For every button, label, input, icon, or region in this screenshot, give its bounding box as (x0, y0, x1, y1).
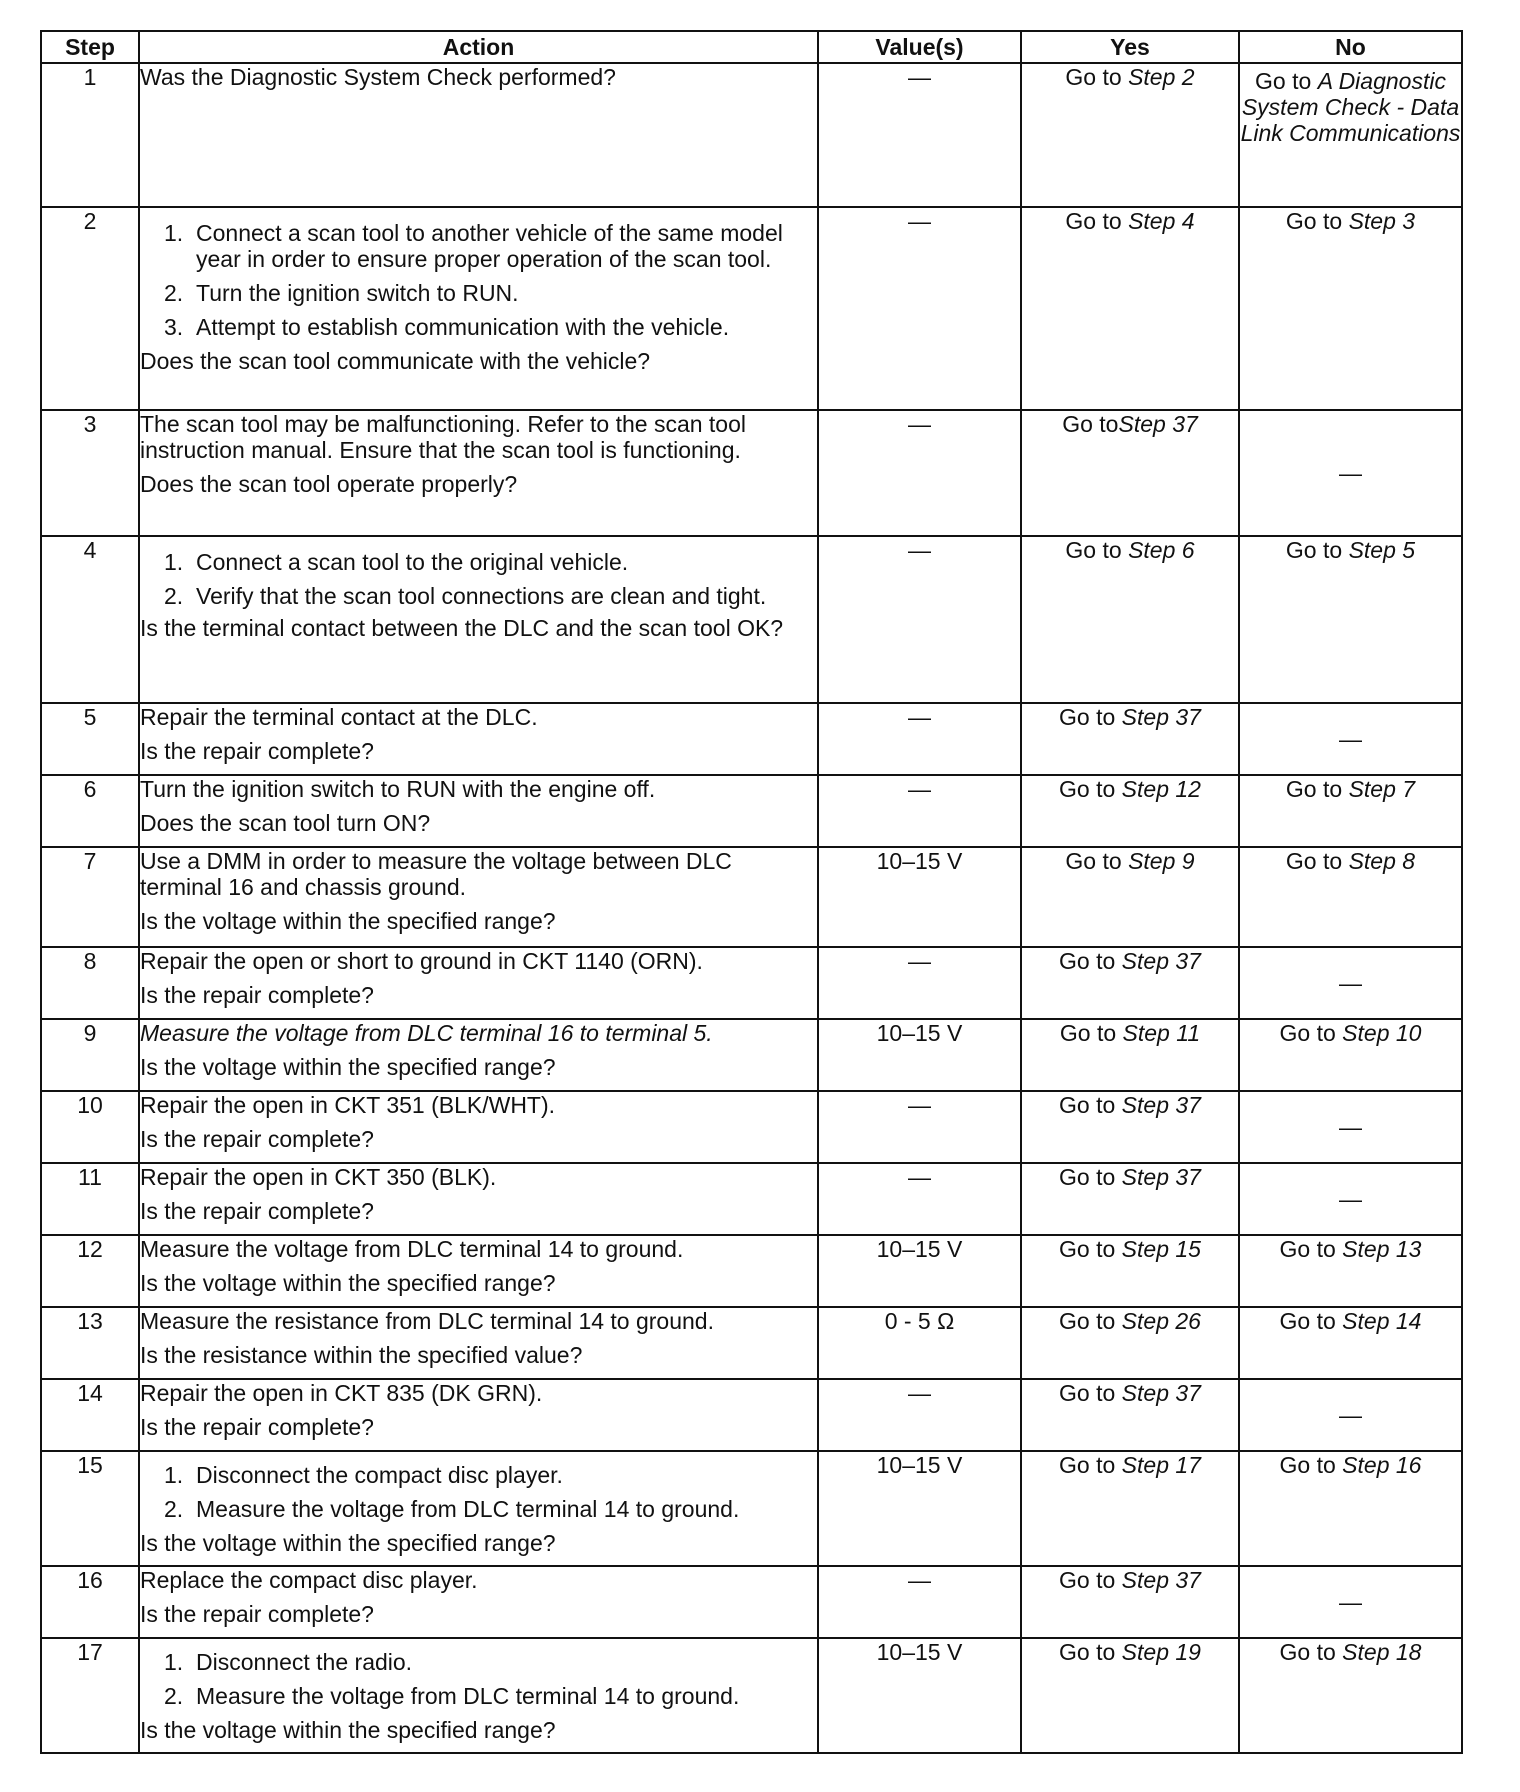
no-cell: — (1239, 1379, 1462, 1451)
table-row (41, 1451, 1462, 1566)
value-cell: 10–15 V (818, 1235, 1021, 1307)
goto-prefix: Go to (1285, 537, 1343, 563)
goto-prefix: Go to (1059, 1164, 1116, 1190)
value-cell: — (818, 703, 1021, 775)
action-question: Is the voltage within the specified range? (140, 1530, 556, 1556)
step-link[interactable]: Step 19 (1121, 1639, 1201, 1665)
step-number: 16 (41, 1566, 139, 1638)
step-number: 4 (41, 536, 139, 703)
action-question: Is the terminal contact between the DLC and the scan tool OK? (140, 615, 784, 641)
list-item: 2. Measure the voltage from DLC terminal 14 to ground. (164, 1683, 740, 1709)
action-text: Repair the open in CKT 350 (BLK). (140, 1164, 497, 1190)
yes-cell (1021, 1451, 1239, 1566)
value-cell: — (818, 207, 1021, 410)
yes-cell (1021, 1307, 1239, 1379)
step-link[interactable]: Step 15 (1121, 1236, 1201, 1262)
action-cell (139, 1451, 818, 1566)
action-question: Is the repair complete? (140, 738, 374, 764)
yes-cell (1021, 1235, 1239, 1307)
list-item: 2. Turn the ignition switch to RUN. (164, 280, 519, 306)
action-cell (139, 63, 818, 207)
no-cell: — (1239, 1163, 1462, 1235)
action-question: Is the repair complete? (140, 982, 374, 1008)
goto-prefix: Go to (1059, 1567, 1116, 1593)
action-question: Is the voltage within the specified range? (140, 1270, 556, 1296)
step-link[interactable]: Step 37 (1121, 1567, 1201, 1593)
goto-prefix: Go to (1065, 848, 1122, 874)
goto-prefix: Go to (1285, 776, 1343, 802)
list-item: 2. Measure the voltage from DLC terminal 14 to ground. (164, 1496, 740, 1522)
step-number: 3 (41, 410, 139, 536)
header-yes: Yes (1021, 31, 1239, 63)
action-cell (139, 536, 818, 703)
value-cell: — (818, 63, 1021, 207)
goto-prefix: Go to (1059, 776, 1116, 802)
yes-cell (1021, 1566, 1239, 1638)
action-question: Is the repair complete? (140, 1198, 374, 1224)
table-row (41, 1638, 1462, 1753)
value-cell: 10–15 V (818, 1019, 1021, 1091)
goto-prefix: Go to (1062, 411, 1119, 437)
table-row (41, 1019, 1462, 1091)
action-question: Is the resistance within the specified value? (140, 1342, 583, 1368)
value-cell: — (818, 947, 1021, 1019)
yes-cell (1021, 847, 1239, 947)
step-link[interactable]: Step 3 (1348, 208, 1416, 234)
step-number: 8 (41, 947, 139, 1019)
substep-list (140, 549, 817, 609)
header-action: Action (139, 31, 818, 63)
step-link[interactable]: Step 7 (1348, 776, 1416, 802)
no-cell (1239, 1638, 1462, 1753)
step-link[interactable]: Step 37 (1118, 411, 1198, 437)
goto-prefix: Go to (1059, 948, 1116, 974)
action-text: Repair the open in CKT 351 (BLK/WHT). (140, 1092, 556, 1118)
no-cell (1239, 1019, 1462, 1091)
no-cell (1239, 536, 1462, 703)
yes-cell (1021, 1163, 1239, 1235)
substep-list (140, 220, 817, 340)
table-row (41, 1307, 1462, 1379)
action-cell (139, 1379, 818, 1451)
goto-prefix: Go to (1279, 1236, 1336, 1262)
action-text: Repair the open in CKT 835 (DK GRN). (140, 1380, 543, 1406)
step-number: 12 (41, 1235, 139, 1307)
step-link[interactable]: Step 37 (1121, 1164, 1201, 1190)
action-cell (139, 410, 818, 536)
header-no: No (1239, 31, 1462, 63)
goto-prefix: Go to (1255, 68, 1312, 94)
header-values: Value(s) (818, 31, 1021, 63)
action-text: Replace the compact disc player. (140, 1567, 478, 1593)
action-question: Does the scan tool operate properly? (140, 471, 518, 497)
action-cell (139, 947, 818, 1019)
table-row (41, 1091, 1462, 1163)
yes-cell (1021, 410, 1239, 536)
step-link[interactable]: Step 14 (1342, 1308, 1422, 1334)
table-row (41, 410, 1462, 536)
action-question: Is the repair complete? (140, 1414, 374, 1440)
step-link[interactable]: Step 13 (1342, 1236, 1422, 1262)
yes-cell (1021, 207, 1239, 410)
table-row (41, 847, 1462, 947)
yes-cell (1021, 703, 1239, 775)
list-item: 1. Disconnect the compact disc player. (164, 1462, 563, 1488)
action-cell (139, 775, 818, 847)
yes-cell (1021, 775, 1239, 847)
action-cell (139, 1091, 818, 1163)
action-cell (139, 847, 818, 947)
yes-cell (1021, 536, 1239, 703)
value-cell: — (818, 1091, 1021, 1163)
step-link[interactable]: Step 4 (1128, 208, 1195, 234)
step-link[interactable]: Step 26 (1121, 1308, 1201, 1334)
procedure-link[interactable]: A Diagnostic System Check - Data Link Communications (1240, 68, 1461, 146)
action-question: Is the repair complete? (140, 1601, 374, 1627)
value-cell: 10–15 V (818, 1451, 1021, 1566)
header-step: Step (41, 31, 139, 63)
no-cell: — (1239, 703, 1462, 775)
no-cell (1239, 1451, 1462, 1566)
goto-prefix: Go to (1279, 1639, 1336, 1665)
goto-prefix: Go to (1065, 64, 1122, 90)
goto-prefix: Go to (1059, 1308, 1116, 1334)
action-question: Is the repair complete? (140, 1126, 374, 1152)
value-cell: 10–15 V (818, 1638, 1021, 1753)
step-number: 6 (41, 775, 139, 847)
step-number: 14 (41, 1379, 139, 1451)
table-header-row (41, 31, 1462, 63)
value-cell: — (818, 1163, 1021, 1235)
action-question: Does the scan tool turn ON? (140, 810, 431, 836)
no-cell (1239, 847, 1462, 947)
value-cell: 0 - 5 Ω (818, 1307, 1021, 1379)
substep-list (140, 1462, 817, 1522)
goto-prefix: Go to (1059, 1639, 1116, 1665)
goto-prefix: Go to (1285, 208, 1343, 234)
no-cell: — (1239, 1091, 1462, 1163)
step-link[interactable]: Step 10 (1342, 1020, 1422, 1046)
step-link[interactable]: Step 2 (1128, 64, 1195, 90)
action-text: Measure the voltage from DLC terminal 16 to terminal 5. (140, 1020, 713, 1046)
step-link[interactable]: Step 37 (1121, 1380, 1201, 1406)
step-number: 1 (41, 63, 139, 207)
no-cell (1239, 1235, 1462, 1307)
value-cell: 10–15 V (818, 847, 1021, 947)
step-link[interactable]: Step 11 (1122, 1020, 1201, 1046)
action-text: Measure the voltage from DLC terminal 14 to ground. (140, 1236, 684, 1262)
value-cell: — (818, 1566, 1021, 1638)
list-item: 1. Disconnect the radio. (164, 1649, 413, 1675)
value-cell: — (818, 536, 1021, 703)
action-text: Turn the ignition switch to RUN with the engine off. (140, 776, 656, 802)
yes-cell (1021, 1091, 1239, 1163)
table-row (41, 947, 1462, 1019)
yes-cell (1021, 1019, 1239, 1091)
action-question: Does the scan tool communicate with the vehicle? (140, 348, 651, 374)
action-question: Is the voltage within the specified range? (140, 908, 556, 934)
step-number: 17 (41, 1638, 139, 1753)
goto-prefix: Go to (1059, 1380, 1116, 1406)
yes-cell (1021, 1379, 1239, 1451)
step-number: 5 (41, 703, 139, 775)
no-cell (1239, 207, 1462, 410)
goto-prefix: Go to (1059, 704, 1116, 730)
table-row (41, 775, 1462, 847)
action-text: The scan tool may be malfunctioning. Refer to the scan tool instruction manual. Ensure that the scan tool is functioning. (140, 411, 746, 463)
list-item: 1. Connect a scan tool to the original vehicle. (164, 549, 629, 575)
goto-prefix: Go to (1059, 1236, 1116, 1262)
step-number: 2 (41, 207, 139, 410)
action-cell (139, 1235, 818, 1307)
no-cell: — (1239, 947, 1462, 1019)
table-row (41, 1566, 1462, 1638)
goto-prefix: Go to (1059, 1452, 1116, 1478)
action-cell (139, 703, 818, 775)
goto-prefix: Go to (1285, 848, 1343, 874)
step-number: 10 (41, 1091, 139, 1163)
value-cell: — (818, 775, 1021, 847)
table-row (41, 703, 1462, 775)
action-text: Use a DMM in order to measure the voltage between DLC terminal 16 and chassis ground. (140, 848, 732, 900)
goto-prefix: Go to (1065, 208, 1122, 234)
no-cell (1239, 1307, 1462, 1379)
step-link[interactable]: Step 18 (1342, 1639, 1422, 1665)
action-cell (139, 1307, 818, 1379)
step-link[interactable]: Step 9 (1128, 848, 1195, 874)
step-number: 11 (41, 1163, 139, 1235)
step-number: 13 (41, 1307, 139, 1379)
step-link[interactable]: Step 8 (1348, 848, 1416, 874)
yes-cell (1021, 947, 1239, 1019)
step-number: 15 (41, 1451, 139, 1566)
no-cell: — (1239, 410, 1462, 536)
table-row (41, 63, 1462, 207)
goto-prefix: Go to (1065, 537, 1122, 563)
action-cell (139, 1638, 818, 1753)
action-cell (139, 1566, 818, 1638)
value-cell: — (818, 410, 1021, 536)
goto-prefix: Go to (1279, 1452, 1336, 1478)
action-cell (139, 207, 818, 410)
table-row (41, 1379, 1462, 1451)
action-text: Measure the resistance from DLC terminal 14 to ground. (140, 1308, 714, 1334)
goto-prefix: Go to (1059, 1020, 1117, 1046)
step-number: 7 (41, 847, 139, 947)
yes-cell (1021, 63, 1239, 207)
goto-prefix: Go to (1279, 1020, 1336, 1046)
table-row (41, 207, 1462, 410)
step-link[interactable]: Step 6 (1128, 537, 1195, 563)
substep-list (140, 1649, 817, 1709)
action-cell (139, 1019, 818, 1091)
action-text: Repair the open or short to ground in CKT 1140 (ORN). (140, 948, 703, 974)
goto-prefix: Go to (1279, 1308, 1336, 1334)
step-link[interactable]: Step 17 (1121, 1452, 1201, 1478)
action-text: Repair the terminal contact at the DLC. (140, 704, 538, 730)
list-item: 3. Attempt to establish communication with the vehicle. (164, 314, 730, 340)
yes-cell (1021, 1638, 1239, 1753)
goto-prefix: Go to (1059, 1092, 1116, 1118)
table-row (41, 536, 1462, 703)
action-question: Is the voltage within the specified range? (140, 1717, 556, 1743)
step-link[interactable]: Step 37 (1121, 948, 1201, 974)
step-number: 9 (41, 1019, 139, 1091)
table-row (41, 1235, 1462, 1307)
action-question: Is the voltage within the specified range? (140, 1054, 556, 1080)
step-link[interactable]: Step 37 (1121, 1092, 1201, 1118)
action-question: Was the Diagnostic System Check performed? (140, 64, 616, 90)
list-item: 2. Verify that the scan tool connections are clean and tight. (164, 583, 767, 609)
no-cell (1239, 775, 1462, 847)
no-cell: — (1239, 1566, 1462, 1638)
value-cell: — (818, 1379, 1021, 1451)
table-row (41, 1163, 1462, 1235)
list-item: 1. Connect a scan tool to another vehicle of the same model year in order to ensure proper operation of the scan tool. (164, 220, 783, 272)
step-link[interactable]: Step 12 (1121, 776, 1201, 802)
step-link[interactable]: Step 5 (1348, 537, 1416, 563)
no-cell (1239, 63, 1462, 207)
step-link[interactable]: Step 16 (1342, 1452, 1422, 1478)
action-cell (139, 1163, 818, 1235)
step-link[interactable]: Step 37 (1121, 704, 1201, 730)
diagnostic-table (40, 30, 1463, 1754)
